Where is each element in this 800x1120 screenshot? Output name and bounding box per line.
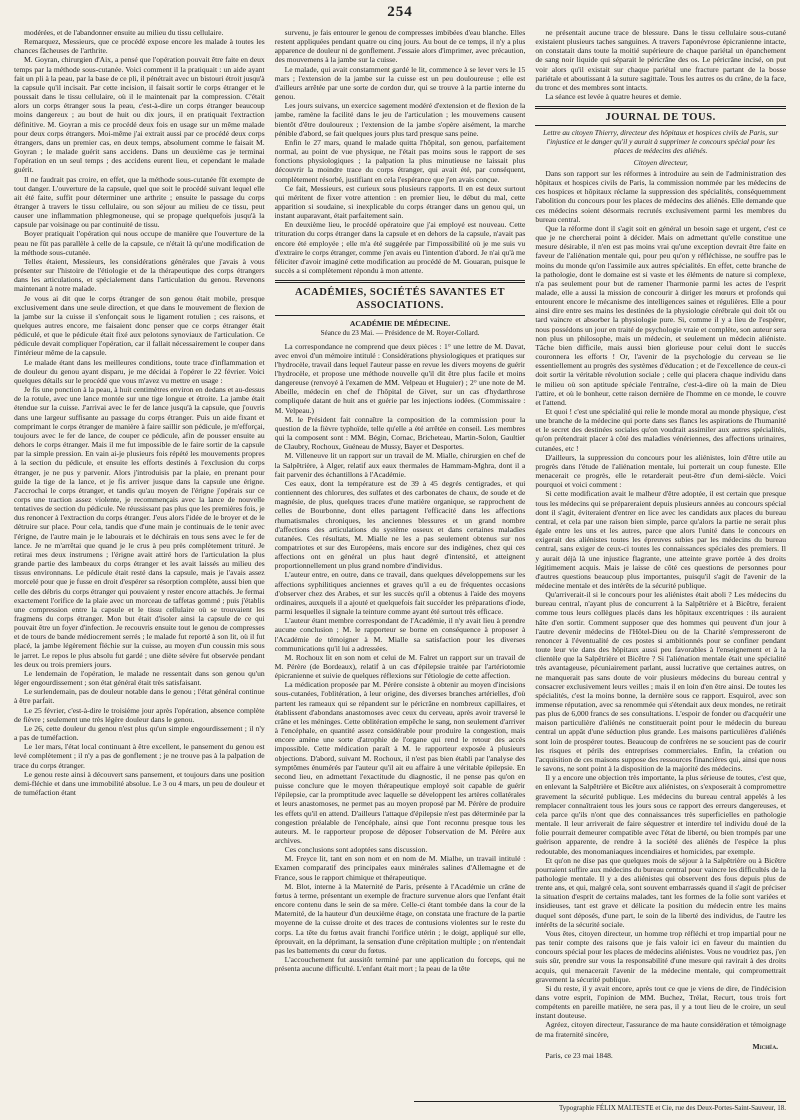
paragraph: Les jours suivans, un exercice sagement modéré d'extension et de flexion de la jambe, ramène la facilité dans le jeu de l'articulation ; les mouvemens causent bientôt d'être douloureux ; l'extension de la jambe s'opère aisément, la marche pénible d'abord, se fait quelques jours plus tard presque sans peine. xyxy=(274,101,526,138)
paragraph: L'accouchement fut aussitôt terminé par une application du forceps, qui ne présenta aucune difficulté. L'enfant était mort ; la peau de la tête xyxy=(274,955,526,974)
paragraph: En deuxième lieu, le procédé opératoire que j'ai employé est nouveau. Cette trituration du corps étranger dans la capsule et en dehors de la capsule, n'avait pas encore été employée ; elle m'a été suggérée par l'impossibilité où je me suis vu d'extraire le corps étranger, comme j'en avais eu l'intention d'abord. Je n'ai qu'à me féliciter d'avoir imaginé cette modification au procédé de M. Gouaran, puisque le succès a si complètement répondu à mon attente. xyxy=(274,220,526,276)
letter-salutation: Citoyen directeur, xyxy=(633,157,688,167)
section-divider xyxy=(275,280,526,283)
paragraph: L'auteur étant membre correspondant de l'Académie, il n'y avait lieu à prendre aucune conclusion ; M. le rapporteur se borne en conséquence à proposer à l'Académie de témoigner à M. Mialle sa satisfaction pour les diverses communications qu'il lui a adressées. xyxy=(274,616,526,653)
academy-report-end xyxy=(535,28,786,101)
paragraph: M. Rochoux lit en son nom et celui de M. Falret un rapport sur un travail de M. Pérère (de Bordeaux), relatif à un cas d'épilepsie traitée par l'artériotomie épicranienne et suivie de quelques réflexions sur l'étiologie de cette affection. xyxy=(274,652,526,681)
journal-heading: JOURNAL DE TOUS. xyxy=(605,112,716,124)
column-left xyxy=(14,28,265,1094)
paragraph: Et qu'on ne dise pas que quelques mois de séjour à la Salpêtrière ou à Bicêtre pourraient suffire aux médecins du bureau central pour vaincre les difficultés de la pathologie mentale. Il y a des aliénistes qui observent des fous depuis plus de trente ans, et qui, malgré cela, sont souvent embarrassés quand il s'agit de préciser la situation d'esprit de certains malades, tant les formes de la folie sont variées et insidieuses, tant est grave et délicate la position du médecin entre les mains duquel sont déposés, d'une part, le soin de la liberté des individus, de l'autre les intérêts de la sécurité sociale. xyxy=(535,855,787,929)
academy-report xyxy=(275,342,526,974)
paragraph: Le 25 février, c'est-à-dire le troisième jour après l'opération, absence complète de fièvre ; seulement une très légère douleur dans le genou. xyxy=(14,705,265,724)
paragraph: La correspondance ne comprend que deux pièces : 1° une lettre de M. Davat, avec envoi d'un mémoire intitulé : Considérations physiologiques et pratiques sur l'hydrocèle, travail dans lequel l'auteur passe en revue les divers moyens de guérir l'hydrocèle, et propose une méthode nouvelle qu'il dit être plus facile et moins dangereuse (renvoyé à l'examen de MM. Velpeau et Huguier) ; 2° une note de M. Abeille, médecin en chef de l'hôpital de Givet, sur un cas d'hydarthrose compliquée datant de huit ans et guérie par les injections iodées. (Commissaire : M. Velpeau.) xyxy=(274,341,526,415)
paragraph: Remarquez, Messieurs, que ce procédé expose encore les malade à toutes les chances fâcheuses de l'arthrite. xyxy=(14,37,265,56)
paragraph: Il y a encore une objection très importante, la plus sérieuse de toutes, c'est que, en enlevant la Salpêtrière et Bicêtre aux aliénistes, on s'exposerait à compromettre gravement la sécurité publique. Les médecins du bureau central appelés à les remplacer connaîtraient tous les jours sous ce rapport des erreurs dangereuses, et cela parce qu'ils n'ont que des connaissances très superficielles en pathologie mentale. Il leur arriverait de faire séquestrer et interdire tel individu doué de la folie pourrait demeurer compatible avec l'état de liberté, ou bien trompés par une guérison apparente, de rendre à la société des aliénés de l'espèce la plus redoutable, des monomaniaques incendiaires et homicides, par exemple. xyxy=(535,773,787,856)
paragraph: Ces eaux, dont la température est de 39 à 45 degrés centigrades, et qui contiennent des chlorures, des sulfates et des carbonates de chaux, de soude et de magnésie, de plus, quelques traces d'une matière organique, se rapprochent de celles de Bourbonne, dont elles partagent l'efficacité dans les affections rhumatismales chroniques, les anciennes blessures et un grand nombre d'affections des articulations du système osseux et dans certaines maladies cutanées. Ces résultats, M. Mialle ne les a pas seulement obtenus sur nos compatriotes et sur des Européens, mais encore sur des indigènes, chez qui ces affections ont en général un plus haut degré d'intensité, et atteignent proportionnellement un plus grand nombre d'individus. xyxy=(274,478,526,571)
paragraph: Le 1er mars, l'état local continuant à être excellent, le pansement du genou est levé complètement ; il n'y a pas de gonflement ; je ne trouve pas à la palpation de trace du corps étranger. xyxy=(14,742,265,770)
paragraph: ne présentait aucune trace de blessure. Dans le tissu cellulaire sous-cutané existaient plusieurs taches sanguines. A travers l'aponévrose épicranienne intacte, on constatait dans toute la moitié supérieure de chaque pariétal un épanchement de sang noir liquide qui séparait le péricrâne des os. Le péricrâne incisé, on put voir alors qu'il existait sur chaque pariétal une fracture partant de la bosse pariétale et aboutissant à la suture sagittale. Tous les autres os du crâne, de la face, du tronc et des membres sont intacts. xyxy=(535,28,787,92)
letter-signature: Michéa. xyxy=(752,1041,779,1051)
heading-underline xyxy=(275,315,526,316)
paragraph: Que la réforme dont il s'agit soit en général un besoin sage et urgent, c'est ce que je ne chercherai point à décider. Mais on admettant qu'elle constitue une mesure désirable, il n'en est pas moins vrai qu'une exception devrait être faite en faveur de l'aliénation mentale qui, pour peu qu'on y réfléchisse, ne souffre pas le moins du monde qu'on l'assimile aux autres spécialités. En effet, cette branche de la pathologie, dont le domaine est si vaste et les éléments de nature si complexe, n'a pas seulement pour but de ramener l'harmonie parmi les actes de l'esprit malade, elle a aussi la mission de concourir à diriger les mœurs et profonds qui entourent encore le mécanisme des intelligences saines et régulières. Elle a pour ainsi dire entre ses mains les destinées de la physiologie cérébrale qui doit tôt ou tard vaincre et absorber la physiologie pure. Si, comme il y a lieu de l'espérer, nous possédons un jour en traité de psychologie vraie et complète, son auteur sera non plus un philosophe, mais un médecin, et seulement un médecin aliéniste. Tâche bien difficile, mais aussi bien glorieuse pour celui dont le succès couronnera les efforts ! Or, l'avenir de la psychologie du cerveau se lie essentiellement au progrès des systèmes d'éducation ; et de l'excellence de ceux-ci doit sortir la véritable révolution sociale ; celle qui placera chaque individu dans le milieu où son aptitude spéciale l'entraîne, c'est-à-dire où la main de Dieu l'attire, et où le bonheur, cette raison dernière de l'homme en ce monde, le couvre et l'attend. xyxy=(535,223,787,407)
page-number: 254 xyxy=(387,4,413,20)
session-line: Séance du 23 Mai. — Présidence de M. Royer-Collard. xyxy=(320,329,480,338)
paragraph: M. Blot, interne à la Maternité de Paris, présente à l'Académie un crâne de fœtus à terme, présentant un exemple de fracture survenue alors que l'enfant était encore contenu dans le sein de sa mère. Celle-ci étant tombée dans la cour de la Maternité, de la hauteur d'un deuxième étage, on constata une fracture de la partie moyenne de la cuisse droite et des traces de contusions violentes sur le reste du corps. La tête du fœtus avait franchi l'orifice utérin ; le doigt, appliqué sur elle, éprouvait, en la déprimant, la sensation d'une crépitation multiple ; on n'entendait pas les battements du cœur du fœtus. xyxy=(274,881,526,955)
letter-dateline: Paris, ce 23 mai 1848. xyxy=(545,1050,613,1060)
letter-body xyxy=(535,169,786,1039)
paragraph: Vous êtes, citoyen directeur, un homme trop réfléchi et trop impartial pour ne pas tenir compte des raisons que je fais valoir ici en faveur du maintien du concours spécial pour les places de médecins aliénistes. Vous ne voudriez pas, j'en suis sûr, prendre sur vous la responsabilité d'une mesure qui ravirait à des droits acquis, qui menacerait l'avenir de la médecine mentale, qui compromettrait gravement la sécurité publique. xyxy=(535,928,787,984)
paragraph: Le surlendemain, pas de douleur notable dans le genou ; l'état général continue à être parfait. xyxy=(14,687,265,706)
column-right xyxy=(535,28,786,1094)
paragraph: Si cette modification avait le malheur d'être adoptée, il est certain que presque tous les médecins qui se prépareraient depuis plusieurs années au concours spécial dont il s'agit, éviteraient d'entrer en lice avec les candidats aux places du bureau central, et cela par une raison bien simple, parce qu'alors la partie ne serait plus égale entre les uns et les autres, parce que alors l'unité dans le concours en exigerait des aliénistes toutes les épreuves subies par les médecins du bureau central, sans exiger de ceux-ci toutes les connaissances spéciales des premiers. Il y aurait déjà là une injustice flagrante, une atteinte grave portée à des droits légitimement acquis. Mais je laisse de côté ces questions de personnes pour d'autres questions beaucoup plus importantes, puisqu'il s'agit de l'avenir de la médecine mentale et des intérêts de la sécurité publique. xyxy=(535,489,787,590)
paragraph: Et quoi ! c'est une spécialité qui relie le monde moral au monde physique, c'est une branche de la médecine qui porte dans ses flancs les aspirations de l'humanité et le secret des destinées sociales qu'on voudrait assimiler aux autres spécialités, qu'on prétendrait placer à côté des maladies vénériennes, des affections urinaires, cutanées, etc ! xyxy=(535,407,787,453)
column-middle xyxy=(275,28,526,1094)
section-divider xyxy=(535,106,786,109)
paragraph: Je vous ai dit que le corps étranger de son genou était mobile, presque exclusivement dans une seule direction, et que dans le mouvement de flexion de la jambe sur la cuisse il s'enfonçait sous le ligament rotulien ; ces raisons, et quelques autres encore, me faisaient donc penser que ce corps étranger était pédiculé, et que le pédicule était fixé aux pelotons synoviaux de l'articulation. Ce pédicule devait compliquer l'opération, car il fallait nécessairement le couper dans l'intérieur même de la capsule. xyxy=(14,293,265,358)
paragraph: Ces conclusions sont adoptées sans discussion. xyxy=(284,845,428,855)
paragraph: Le 26, cette douleur du genou n'est plus qu'un simple engourdissement ; il n'y a pas de tuméfaction. xyxy=(14,723,265,743)
paragraph: Le malade étant dans les meilleures conditions, toute trace d'inflammation et de douleur du genou ayant disparu, je me décidai à l'opérer le 22 février. Voici quelques détails sur le procédé que vous m'avez vu mettre en usage : xyxy=(14,357,265,385)
paragraph: D'ailleurs, la suppression du concours pour les aliénistes, loin d'être utile au progrès dans l'étude de l'aliénation mentale, lui porterait un coup funeste. Elle menacerait ce progrès, elle le retarderait peut-être d'un demi-siècle. Voici pourquoi et voici comment : xyxy=(535,452,787,490)
academies-heading: ACADÉMIES, SOCIÉTÉS SAVANTES ET ASSOCIATIONS. xyxy=(294,287,506,312)
printer-footer: Typographie FÉLIX MALTESTE et Cie, rue des Deux-Portes-Saint-Sauveur, 18. xyxy=(414,1101,786,1112)
paragraph: M. Villeneuve lit un rapport sur un travail de M. Mialle, chirurgien en chef de la Salpêtrière, à Alger, relatif aux eaux thermales de Hammam-Mghra, dont il a fait parvenir des échantillons à l'Académie. xyxy=(274,451,526,479)
heading-underline xyxy=(535,125,786,126)
paragraph: Le malade, qui avait constamment gardé le lit, commence à se lever vers le 15 mars ; l'extension de la jambe sur la cuisse est un peu douloureuse ; elle est d'ailleurs arrêtée par une sorte de cordon dur, qui se trouve à la partie interne du genou. xyxy=(274,64,526,102)
paragraph: L'auteur entre, en outre, dans ce travail, dans quelques développemens sur les affections syphilitiques anciennes et graves qu'il a eu de fréquentes occasions d'observer chez des Arabes, et sur les succès qu'il a obtenus à l'aide des moyens ordinaires, auxquels il a ajouté et quelquefois fait succéder les préparations d'iode, parmi lesquelles il signale la teinture comme ayant été surtout très efficace. xyxy=(274,570,526,617)
paragraph: Enfin le 27 mars, quand le malade quitta l'hôpital, son genou, parfaitement normal, au point de vue physique, ne l'était pas moins sous le rapport de ses fonctions physiologiques ; la palpation la plus minutieuse ne laissait plus découvrir la moindre trace du corps étranger, qui avait été, par conséquent, complètement résorbé, justifiant en cela l'espérance que j'en avais conçue. xyxy=(274,137,526,184)
paragraph: La séance est levée à quatre heures et demie. xyxy=(545,92,682,102)
paragraph: modérées, et de l'abandonner ensuite au milieu du tissu cellulaire. xyxy=(24,28,224,37)
paragraph: La médication proposée par M. Pérère consiste à obtenir au moyen d'incisions sous-cutanées, l'oblitération, à leur origine, des diverses branches artérielles, d'où partent les rameaux qui se répandent sur le péricrâne en nombreux capillaires, et établissent d'abondans anastomoses avec ceux du cerveau, après avoir traversé le crâne et les méninges. Cette oblitération empêche le sang, non seulement d'arriver à l'encéphale, en quantité assez considérable pour produire la congestion, mais encore amène une sorte d'atrophie de l'organe qui rend le retour des accès impossible. Cette médication paraît à M. le rapporteur exposée à plusieurs objections. D'abord, suivant M. Rochoux, il n'est pas bien établi par l'analyse des symptômes énumérés par l'auteur qu'il ait eu affaire à une véritable épilepsie. En second lieu, en admettant l'exactitude du diagnostic, il ne pense pas qu'on en puisse conclure que le moyen thérapeutique employé soit capable de guérir l'épilepsie, car la promptitude avec laquelle se développent les artères collatérales et leurs anastomoses, ne permet pas au moyen proposé par M. Pérère de produire les effets qu'il en attend. D'ailleurs l'attaque d'épilepsie n'est pas déterminée par la congestion préalable de l'encéphale, ainsi que l'ont reconnu presque tous les auteurs. M. le rapporteur propose de déposer l'observation de M. Pérère aux archives. xyxy=(274,680,526,845)
paragraph: survenu, je fais entourer le genou de compresses imbibées d'eau blanche. Elles restent appliquées pendant quatre ou cinq jours. Au bout de ce temps, il n'y a plus apparence de douleur ni de gonflement. J'essaie alors d'imprimer, avec précaution, des mouvemens à la jambe sur la cuisse. xyxy=(274,28,526,65)
article-continuation xyxy=(275,28,526,275)
paragraph: M. le Président fait connaître la composition de la commission pour la question de la fièvre typhoïde, telle qu'elle a été arrêtée en conseil. Les membres qui la composent sont : MM. Bégin, Cornac, Bricheteau, Martin-Solon, Gaultier de Claubry, Rochoux, Guéneau de Mussy, Bayer et Desportes. xyxy=(274,414,526,452)
paragraph: Dans son rapport sur les réformes à introduire au sein de l'administration des hôpitaux et hospices civils de Paris, la commission nommée par les médecins de ces hospices et hôpitaux réclame la suppression des spécialités, conséquemment l'abolition du concours pour les places de médecins des aliénés. Elle demande que ces médecins soient désormais recrutés exclusivement parmi les membres du bureau central. xyxy=(535,168,787,224)
academie-subheading: ACADÉMIE DE MÉDECINE. xyxy=(349,319,451,329)
paragraph: Je fis une ponction à la peau, à huit centimètres environ en dedans et au-dessus de la rotule, avec une lance montée sur une tige longue et étroite. La jambe était étendue sur la cuisse. J'arrivai avec le fer de lance jusqu'à la capsule, que j'ouvris dans une largeur suffisante au passage du corps étranger. Puis un aide fixant et comprimant le corps étranger de manière à faire saillir son pédicule, je m'efforçai, toujours avec le fer de lance, de couper ce pédicule, afin de pousser ensuite au dehors le corps étranger. Mais il me fut impossible de le faire sortir de la capsule par la simple pression. En vain ai-je plusieurs fois répété les mouvements propres à la section du pédicule, et ensuite les efforts destinés à l'exclusion du corps étranger, je ne pus y parvenir. Alors j'introduisis par la plaie, en prenant pour guide la tige de la lance, et je fis arriver jusque dans la capsule une érigne. J'accrochai le corps étranger, et tandis qu'au moyen de l'érigne j'opérais sur ce corps une traction assez violente, je recommençais avec la lance de nouvelle tentatives de section du pédicule. Ne réussissant pas plus que les premières fois, je dus renoncer à l'extraction du corps étranger. J'eus alors l'idée de le broyer et de le détruire sur place. Pour cela, tandis que d'une main je continuais de le tenir avec l'érigne, de l'autre main je le labourais et le déchirais en tous sens avec le fer de lance. Je ne m'arrêtai que quand je le crus à peu près complètement trituré. Je retirai mes deux instrumens ; l'érigne avait attiré hors de l'articulation la plus grande partie des lambeaux du corps étranger et les avait laissés au milieu des tissus environnans. Le pédicule était resté dans la capsule, mais je l'avais assez morcelé pour que je fusse en droit d'espérer sa résorption complète, aussi bien que celle des débris du corps étranger qui pouvaient y rester encore attachés. Je fermai exactement l'orifice de la plaie avec un morceau de taffetas gommé ; puis j'établis une compression entre la capsule et le tissu cellulaire où se trouvaient les fragmens du corps étranger. Mon but était d'isoler ainsi la capsule de ce qui pouvait être un foyer d'infection. Je recouvris ensuite tout le genou de compresses et de tours de bande médiocrement serrés ; le malade fut reporté à son lit, où il fut placé, la jambe légèrement fléchie sur la cuisse, au moyen d'un coussin mis sous le jarret. Le repos le plus absolu fut gardé ; une diète sévère fut observée pendant les deux ou trois premiers jours. xyxy=(14,385,265,669)
letter-title: Lettre au citoyen Thierry, directeur des hôpitaux et hospices civils de Paris, sur l'injustice et le danger qu'il y aurait à supprimer le concours spécial pour les places de médecins des aliénés. xyxy=(543,128,779,155)
paragraph: M. Goyran, chirurgien d'Aix, a pensé que l'opération pouvait être faite en deux temps par la méthode sous-cutanée. Voici comment il la pratiquait : un aide ayant fait un pli à la peau, par la base de ce pli, il pénétrait avec un bistouri étroit jusqu'à la capsule qu'il incisait. Par cette incision, il faisait sortir le corps étranger et le poussait dans le tissu cellulaire, où il le maintenait par la compression. C'était alors un corps étranger sous la peau, c'est-à-dire un corps étranger beaucoup moins dangereux ; au bout de huit ou dix jours, il en pratiquait l'extraction définitive. M. Goyran a mis ce procédé deux fois en usage sur un même malade pour deux corps étrangers. Moi-même j'ai extrait aussi par ce procédé deux corps étrangers, dans un premier cas, en deux temps, absolument comme le faisait M. Goyran ; le malade guérit sans accidens. Dans un deuxième cas je terminai l'opération en un seul temps ; des accidens eurent lieu, et cependant le malade guérit. xyxy=(14,55,265,175)
paragraph: Agréez, citoyen directeur, l'assurance de ma haute considération et témoignage de ma fraternité sincère, xyxy=(535,1020,787,1039)
text-columns xyxy=(14,28,786,1094)
paragraph: Il ne faudrait pas croire, en effet, que la méthode sous-cutanée fût exempte de tout danger. L'ouverture de la capsule, quel que soit le procédé suivant lequel elle ait été faite, suffit pour déterminer une arthrite ; ensuite le passage du corps étranger à travers le tissu cellulaire, ou son séjour au milieu de ce tissu, peut causer une inflammation phlegmoneuse, qui se propage quelquefois jusqu'à la capsule par voisinage ou par continuité de tissu. xyxy=(14,174,265,230)
paragraph: Le genou reste ainsi à découvert sans pansement, et toujours dans une position demi-fléchie et dans une immobilité absolue. Le 3 ou 4 mars, un peu de douleur et de tuméfaction étant xyxy=(14,769,265,797)
paragraph: Boyer pratiquait l'opération qui nous occupe de manière que l'ouverture de la peau ne fût pas parallèle à celle de la capsule, ce n'était là qu'une modification de la méthode sous-cutanée. xyxy=(14,229,265,257)
paragraph: M. Freyce lit, tant en son nom et en nom de M. Mialhe, un travail intitulé : Examen comparatif des principales eaux minérales salines d'Allemagne et de France, sous le rapport chimique et thérapeutique. xyxy=(274,854,526,882)
paragraph: Qu'arriverait-il si le concours pour les aliénistes était aboli ? Les médecins du bureau central, n'ayant plus de concurrent à la Salpêtrière et à Bicêtre, feraient comme tous leurs collègues placés dans les hôpitaux excentriques : ils auraient hâte d'en sortir. Comment supposer que des hommes qui peuvent d'un jour à l'autre devenir médecins de l'Hôtel-Dieu ou de la Charité s'empresseront de renoncer à l'éventualité de ces postes si ambitionnés pour se confiner pendant toute leur vie dans des hôpitaux aussi peu favorables à l'enseignement et à la clientèle que la Salpêtrière et Bicêtre ? Si l'aliénation mentale était une spécialité très avantageuse, pécuniairement parlant, aussi lucrative que certaines autres, on ne manquerait pas sans doute de voir plusieurs médecins du bureau central y consacrer exclusivement leurs veilles ; mais il en loin d'en être ainsi. De toutes les spécialités, c'est la moins bonne, la dernière sous ce rapport. Esquirol, avec son immense réputation, avec sa renommée qui s'étendait aux deux mondes, ne retirait pas plus de 6,000 francs de ses consultations. L'espoir de fonder ou d'acquérir une maison particulière d'aliénés ne constituerait point pour le médecin du bureau central un appât d'une séduction plus grande. Les maisons particulières d'aliénés sont loin de prospérer toutes. Beaucoup de confrères ne se soucient pas de courir les risques et périls des entreprises commerciales. Enfin, la création ou l'acquisition de ces maisons suppose des ressources financières qui, ainsi que nous le savons, ne sont point à la disposition de la majorité des médecins. xyxy=(535,590,787,774)
paragraph: Telles étaient, Messieurs, les considérations générales que j'avais à vous présenter sur l'histoire de l'étiologie et de la thérapeutique des corps étrangers dans les articulations, et spécialement dans l'articulation du genou. Revenons maintenant à notre malade. xyxy=(14,256,265,294)
paragraph: Si du reste, il y avait encore, après tout ce que je viens de dire, de l'indécision dans votre esprit, l'opinion de MM. Buchez, Trélat, Recurt, tous trois fort compétents en pareille matière, ne sera pas, il y a tout lieu de le croire, un seul instant douteuse. xyxy=(535,983,787,1021)
paragraph: Le lendemain de l'opération, le malade ne ressentait dans son genou qu'un léger engourdissement ; son état général était très satisfaisant. xyxy=(14,668,265,688)
paragraph: Ce fait, Messieurs, est curieux sous plusieurs rapports. Il en est deux surtout qui méritent de fixer votre attention : en premier lieu, le début du mal, cette apparition si soudaine, si inexplicable du corps étranger dans un genou qui, un instant auparavant, était parfaitement sain. xyxy=(274,183,526,221)
